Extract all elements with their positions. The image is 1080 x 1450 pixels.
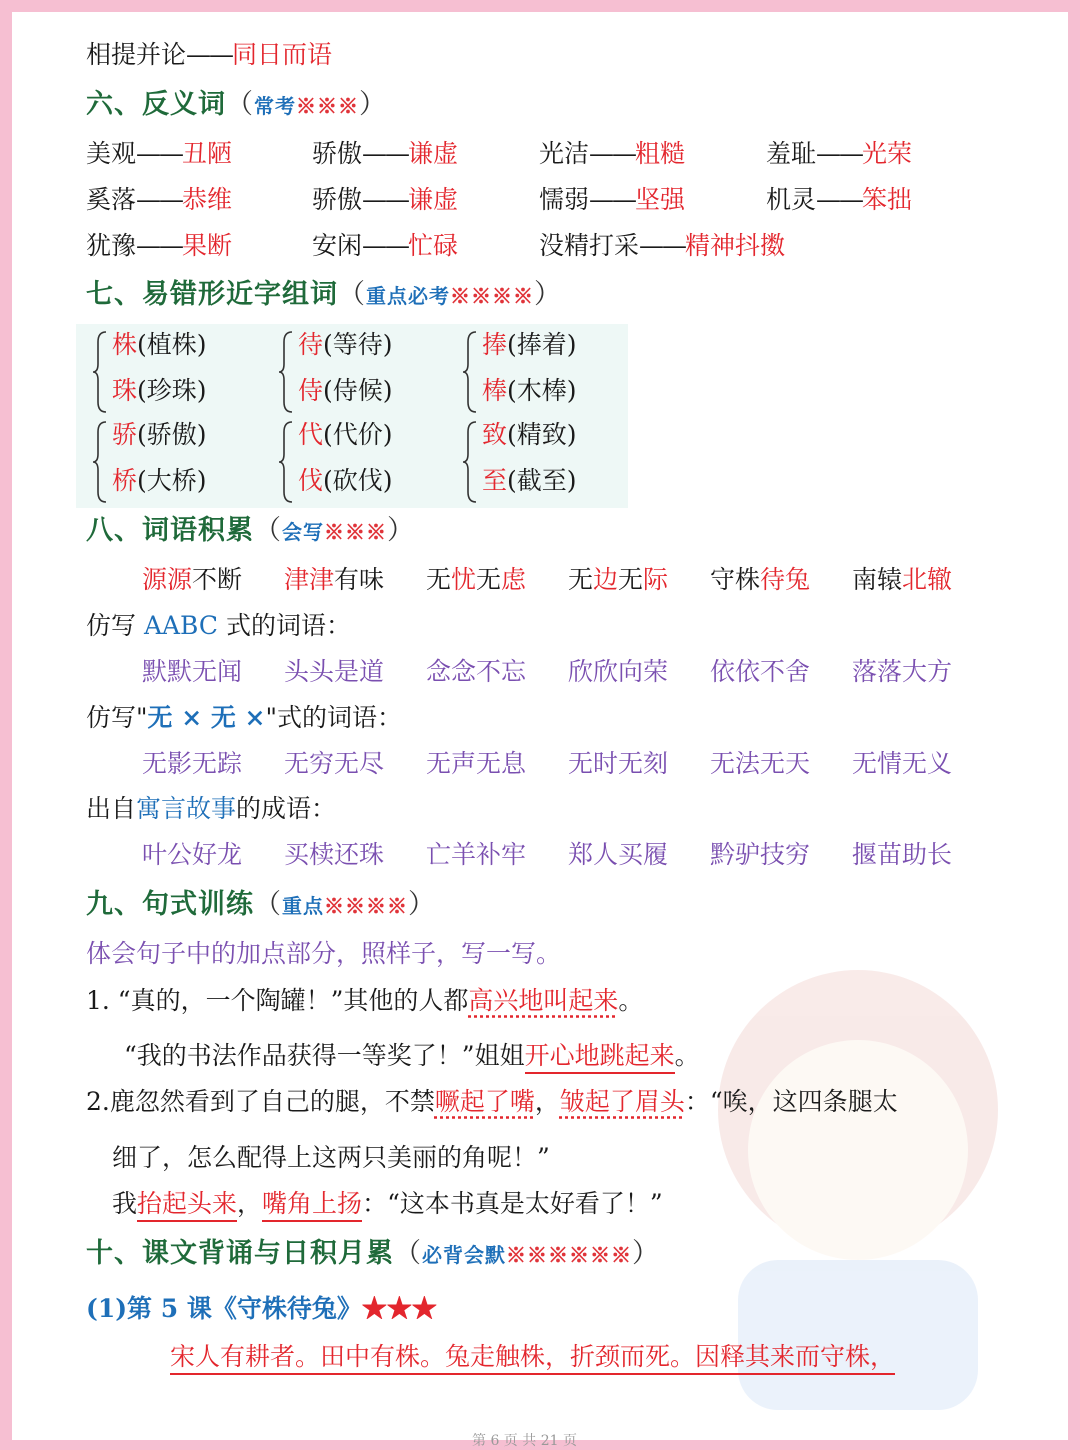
section-9-heading: 九、句式训练（重点※※※※） [86, 889, 436, 920]
page-footer: 第 6 页 共 21 页 [472, 1433, 577, 1449]
antonym-dash: —— [136, 231, 183, 260]
idiom: 落落大方 [852, 657, 953, 686]
idiom: 买椟还珠 [284, 840, 385, 869]
antonym-answer: 恭维 [182, 185, 233, 214]
intro-line: 相提并论——同日而语 [86, 40, 333, 69]
similar-char-word: (等待) [323, 330, 393, 359]
idiom: 无影无踪 [142, 749, 243, 778]
similar-char-word: (侍候) [323, 376, 393, 405]
similar-char: 株 [112, 330, 138, 359]
section-7-heading: 七、易错形近字组词（重点必考※※※※） [86, 279, 562, 310]
antonym-answer: 忙碌 [408, 231, 459, 260]
section-10-heading: 十、课文背诵与日积月累（必背会默※※※※※※） [86, 1238, 660, 1269]
s9-item-1-answer: “我的书法作品获得一等奖了！”姐姐开心地跳起来。 [124, 1039, 700, 1073]
similar-char: 至 [482, 466, 508, 495]
similar-char-item [298, 328, 393, 362]
similar-char-item [112, 328, 207, 362]
similar-char-word: (截至) [507, 466, 577, 495]
antonym-word: 光洁 [539, 139, 590, 168]
s9-item-1: 1. “真的，一个陶罐！”其他的人都高兴地叫起来。 [86, 986, 644, 1015]
similar-char: 骄 [112, 420, 138, 449]
idiom-part: 津津 [284, 565, 335, 594]
antonym-pair [766, 137, 912, 171]
antonym-word: 美观 [86, 139, 137, 168]
antonym-dash: —— [362, 139, 409, 168]
similar-char: 棒 [482, 376, 508, 405]
idiom-part: 边 [593, 565, 619, 594]
idiom: 头头是道 [284, 657, 385, 686]
idiom: 无情无义 [852, 749, 953, 778]
antonym-dash: —— [136, 139, 183, 168]
idiom-part: 无 [568, 565, 594, 594]
brace-icon [462, 330, 478, 414]
similar-char-item [298, 464, 393, 498]
fable-prompt: 出自寓言故事的成语： [86, 794, 337, 823]
s9-item-2-answer: 我抬起头来，嘴角上扬：“这本书真是太好看了！” [112, 1187, 663, 1221]
idiom: 郑人买履 [568, 840, 669, 869]
idiom-part: 虑 [501, 565, 527, 594]
idiom: 依依不舍 [710, 657, 811, 686]
idiom-part: 源源 [142, 565, 193, 594]
antonym-dash: —— [362, 231, 409, 260]
antonym-answer: 谦虚 [408, 185, 459, 214]
antonym-pair [86, 183, 232, 217]
similar-char-item [482, 374, 577, 408]
similar-char-word: (捧着) [507, 330, 577, 359]
antonym-pair [766, 183, 912, 217]
antonym-word: 奚落 [86, 185, 137, 214]
similar-char: 待 [298, 330, 324, 359]
similar-char-item [298, 418, 393, 452]
antonym-pair [312, 229, 458, 263]
document-page [12, 12, 1068, 1449]
idiom-part: 待兔 [760, 565, 811, 594]
similar-char: 捧 [482, 330, 508, 359]
idiom-part: 北辙 [902, 565, 953, 594]
antonym-dash: —— [639, 231, 686, 260]
idiom: 亡羊补牢 [426, 840, 527, 869]
idiom-part: 际 [643, 565, 669, 594]
idiom: 默默无闻 [142, 657, 243, 686]
lesson-5-title: (1)第 5 课《守株待兔》★★★ [86, 1294, 437, 1323]
antonym-pair [312, 137, 458, 171]
similar-char-item [112, 464, 207, 498]
antonym-answer: 谦虚 [408, 139, 459, 168]
idiom [852, 563, 952, 597]
idiom: 无声无息 [426, 749, 527, 778]
antonym-word: 安闲 [312, 231, 363, 260]
antonym-dash: —— [816, 185, 863, 214]
antonym-word: 没精打采 [539, 231, 640, 260]
idiom [426, 563, 526, 597]
similar-char: 桥 [112, 466, 138, 495]
similar-char: 珠 [112, 376, 138, 405]
antonym-pair [86, 137, 232, 171]
antonym-pair [539, 229, 785, 263]
idiom-part: 有味 [334, 565, 385, 594]
similar-char-word: (木棒) [507, 376, 577, 405]
idiom: 念念不忘 [426, 657, 527, 686]
section-6-heading: 六、反义词（常考※※※） [86, 89, 387, 120]
similar-char-item [112, 418, 207, 452]
s9-item-2: 2.鹿忽然看到了自己的腿，不禁噘起了嘴，皱起了眉头：“唉，这四条腿太 [86, 1087, 898, 1116]
idiom: 无法无天 [710, 749, 811, 778]
idiom: 叶公好龙 [142, 840, 243, 869]
idiom-part: 无 [426, 565, 452, 594]
idiom: 欣欣向荣 [568, 657, 669, 686]
idiom: 无穷无尽 [284, 749, 385, 778]
lesson-5-text: 宋人有耕者。田中有株。兔走触株，折颈而死。因释其来而守株， [170, 1340, 895, 1374]
idiom-part: 无 [476, 565, 502, 594]
brace-icon [278, 330, 294, 414]
idiom: 无时无刻 [568, 749, 669, 778]
similar-char: 侍 [298, 376, 324, 405]
similar-char-word: (植株) [137, 330, 207, 359]
idiom-part: 守株 [710, 565, 761, 594]
similar-char-item [298, 374, 393, 408]
idiom: 揠苗助长 [852, 840, 953, 869]
antonym-answer: 精神抖擞 [685, 231, 786, 260]
similar-char: 致 [482, 420, 508, 449]
similar-char-word: (精致) [507, 420, 577, 449]
antonym-answer: 坚强 [635, 185, 686, 214]
antonym-word: 懦弱 [539, 185, 590, 214]
antonym-word: 骄傲 [312, 185, 363, 214]
similar-char-word: (珍珠) [137, 376, 207, 405]
idiom-part: 不断 [192, 565, 243, 594]
antonym-answer: 粗糙 [635, 139, 686, 168]
antonym-pair [539, 183, 685, 217]
antonym-answer: 光荣 [862, 139, 913, 168]
antonym-dash: —— [589, 139, 636, 168]
wuxwux-prompt: 仿写"无 × 无 ×"式的词语： [86, 703, 403, 732]
section-8-heading: 八、词语积累（会写※※※） [86, 515, 415, 546]
idiom: 黔驴技穷 [710, 840, 811, 869]
antonym-dash: —— [589, 185, 636, 214]
antonym-dash: —— [136, 185, 183, 214]
antonym-word: 羞耻 [766, 139, 817, 168]
antonym-answer: 丑陋 [182, 139, 233, 168]
aabc-prompt: 仿写 AABC 式的词语： [86, 611, 351, 640]
similar-char-word: (砍伐) [323, 466, 393, 495]
similar-char-word: (骄傲) [137, 420, 207, 449]
similar-char-word: (大桥) [137, 466, 207, 495]
similar-char: 代 [298, 420, 324, 449]
antonym-word: 犹豫 [86, 231, 137, 260]
idiom [284, 563, 384, 597]
antonym-word: 机灵 [766, 185, 817, 214]
antonym-pair [539, 137, 685, 171]
antonym-word: 骄傲 [312, 139, 363, 168]
idiom [142, 563, 242, 597]
s9-instruction: 体会句子中的加点部分，照样子，写一写。 [86, 939, 562, 968]
similar-char-item [482, 328, 577, 362]
idiom-part: 无 [618, 565, 644, 594]
similar-char-item [482, 418, 577, 452]
similar-char-word: (代价) [323, 420, 393, 449]
idiom [568, 563, 668, 597]
idiom-part: 南辕 [852, 565, 903, 594]
brace-icon [92, 420, 108, 504]
antonym-dash: —— [816, 139, 863, 168]
antonym-dash: —— [362, 185, 409, 214]
brace-icon [462, 420, 478, 504]
idiom [710, 563, 810, 597]
similar-char-item [482, 464, 577, 498]
antonym-pair [86, 229, 232, 263]
brace-icon [92, 330, 108, 414]
antonym-answer: 果断 [182, 231, 233, 260]
antonym-answer: 笨拙 [862, 185, 913, 214]
s9-item-2-cont: 细了，怎么配得上这两只美丽的角呢！” [112, 1143, 550, 1172]
similar-char: 伐 [298, 466, 324, 495]
antonym-pair [312, 183, 458, 217]
idiom-part: 忧 [451, 565, 477, 594]
similar-char-item [112, 374, 207, 408]
brace-icon [278, 420, 294, 504]
